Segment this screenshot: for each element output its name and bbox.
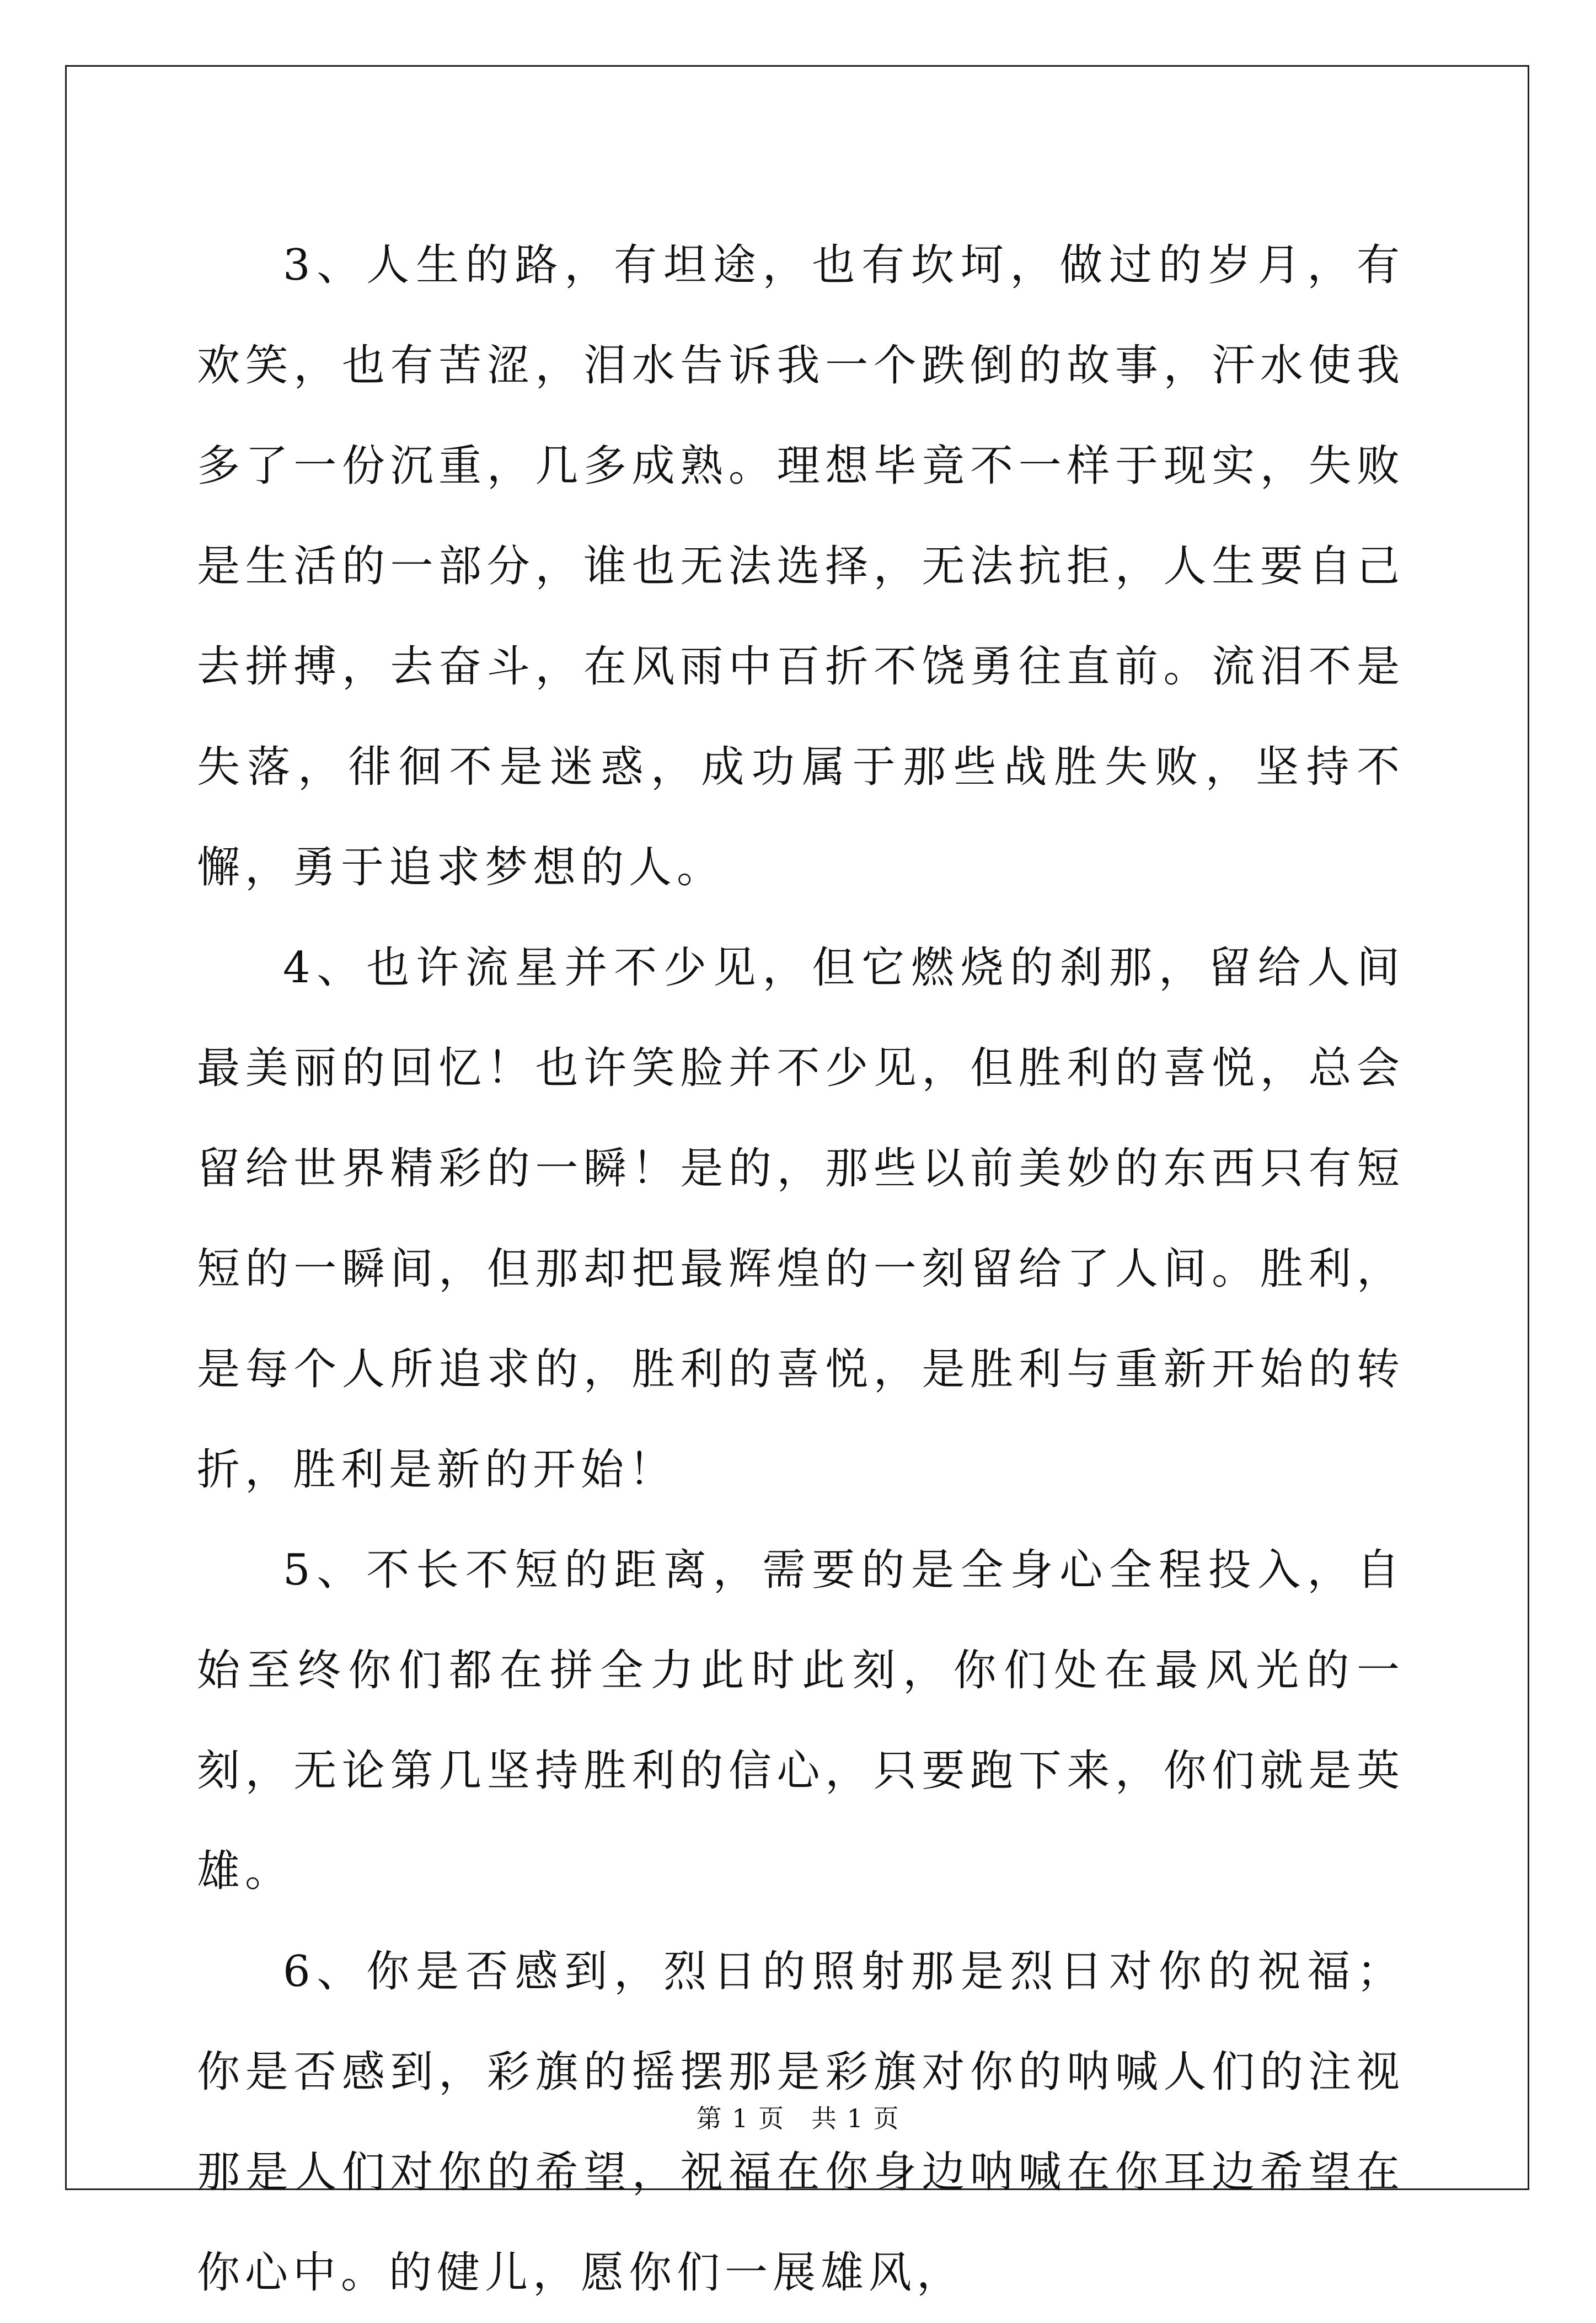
- page-number-footer: 第 1 页 共 1 页: [696, 2103, 900, 2133]
- paragraph-6: 6、你是否感到，烈日的照射那是烈日对你的祝福；你是否感到，彩旗的摇摆那是彩旗对你的呐喊人们的注视那是人们对你的希望，祝福在你身边呐喊在你耳边希望在你心中。的健儿，愿你们一展雄风，: [197, 1947, 1405, 2298]
- paragraph-4: 4、也许流星并不少见，但它燃烧的刹那，留给人间最美丽的回忆！也许笑脸并不少见，但胜利的喜悦，总会留给世界精彩的一瞬！是的，那些以前美妙的东西只有短短的一瞬间，但那却把最辉煌的一刻留给了人间。胜利，是每个人所追求的，胜利的喜悦，是胜利与重新开始的转折，胜利是新的开始！: [197, 943, 1405, 1495]
- document-body: [197, 215, 1405, 2323]
- paragraph-3: 3、人生的路，有坦途，也有坎坷，做过的岁月，有欢笑，也有苦涩，泪水告诉我一个跌倒的故事，汗水使我多了一份沉重，几多成熟。理想毕竟不一样于现实，失败是生活的一部分，谁也无法选择，无法抗拒，人生要自己去拼搏，去奋斗，在风雨中百折不饶勇往直前。流泪不是失落，徘徊不是迷惑，成功属于那些战胜失败，坚持不懈，勇于追求梦想的人。: [197, 240, 1405, 892]
- paragraph-5: 5、不长不短的距离，需要的是全身心全程投入，自始至终你们都在拼全力此时此刻，你们处在最风光的一刻，无论第几坚持胜利的信心，只要跑下来，你们就是英雄。: [197, 1545, 1405, 1896]
